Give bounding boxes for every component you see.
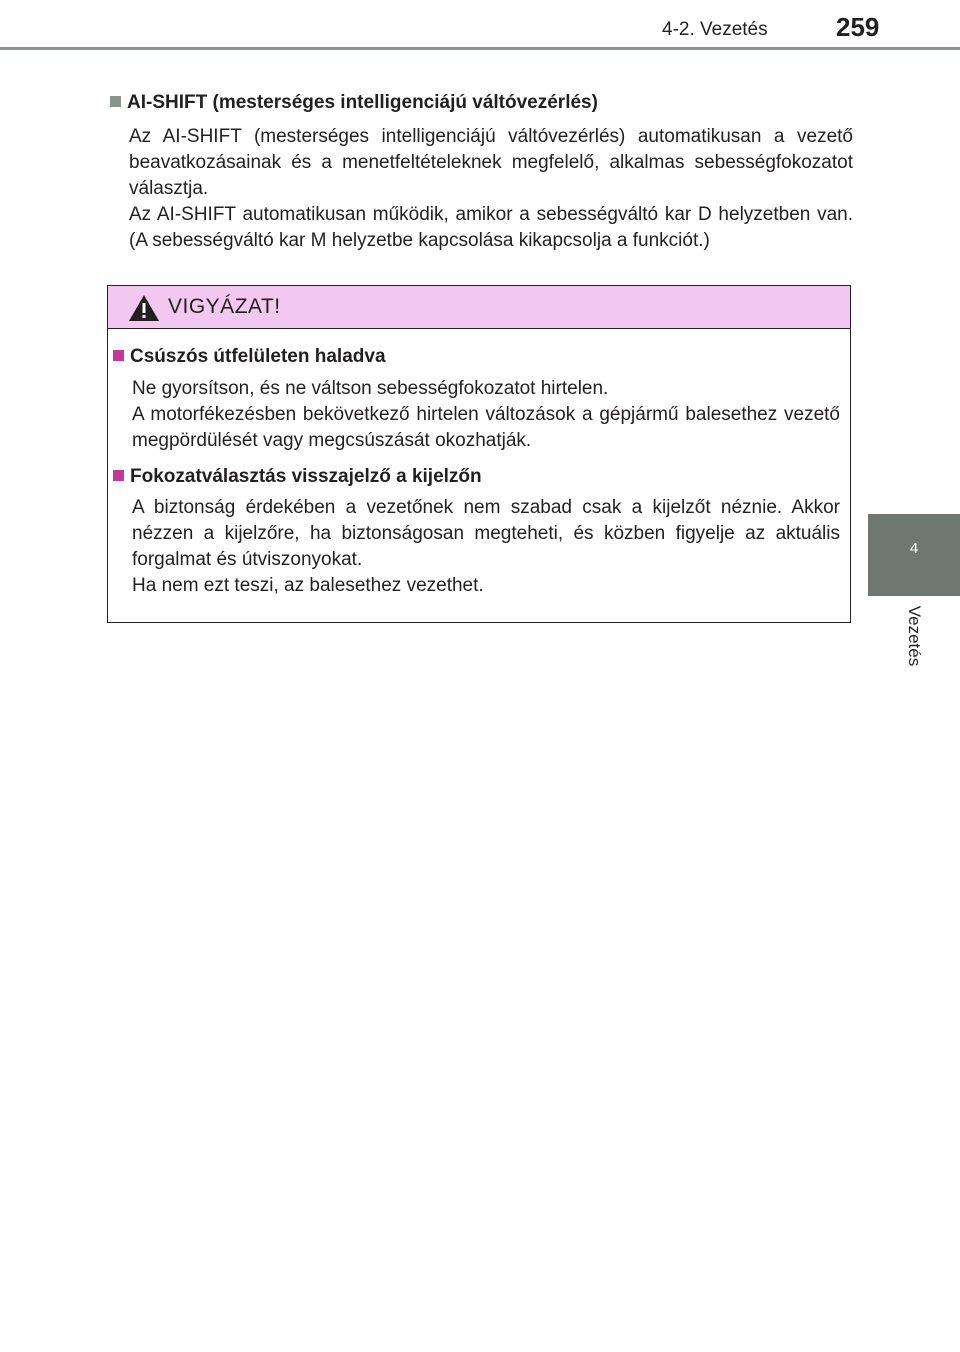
section-body (129, 124, 853, 254)
paragraph: Az AI-SHIFT automatikusan működik, amikor a sebességváltó kar D helyzetben van. (A sebességváltó kar M helyzetbe kapcsolása kikapcsolja a funkciót.) (129, 204, 853, 251)
section-heading-ai-shift (110, 92, 598, 114)
caution-item-body (132, 495, 840, 599)
page-number: 259 (836, 12, 880, 42)
caution-title: VIGYÁZAT! (168, 295, 281, 318)
section-square-icon (113, 350, 124, 361)
paragraph: A motorfékezésben bekövetkező hirtelen változások a gépjármű balesethez vezető megpördülését vagy megcsúszását okozhatják. (132, 404, 840, 451)
section-square-icon (113, 470, 124, 481)
chapter-label: Vezetés (905, 605, 924, 667)
section-heading-text: AI-SHIFT (mesterséges intelligenciájú váltóvezérlés) (127, 92, 598, 113)
header-rule (0, 47, 960, 50)
paragraph: Ha nem ezt teszi, az balesethez vezethet. (132, 575, 484, 596)
chapter-number: 4 (909, 540, 919, 557)
caution-item-heading (113, 466, 482, 488)
section-header: 4-2. Vezetés (662, 19, 768, 40)
warning-triangle-icon (128, 294, 160, 322)
paragraph: Az AI-SHIFT (mesterséges intelligenciájú váltóvezérlés) automatikusan a vezető beavatkozásainak és a menetfeltételeknek megfelelő, alkalmas sebességfokozatot választja. (129, 126, 853, 199)
caution-item-title: Fokozatválasztás visszajelző a kijelzőn (130, 466, 482, 487)
caution-header (108, 286, 850, 329)
paragraph: Ne gyorsítson, és ne váltson sebességfokozatot hirtelen. (132, 378, 609, 399)
caution-item-title: Csúszós útfelületen haladva (130, 346, 386, 367)
caution-item-body (132, 376, 840, 454)
paragraph: A biztonság érdekében a vezetőnek nem szabad csak a kijelzőt néznie. Akkor nézzen a kijelzőre, ha biztonságosan megteheti, és közben figyelje az aktuális forgalmat és útviszonyokat. (132, 497, 840, 570)
caution-item-heading (113, 346, 386, 368)
chapter-tab (868, 514, 960, 596)
section-square-icon (110, 96, 121, 107)
